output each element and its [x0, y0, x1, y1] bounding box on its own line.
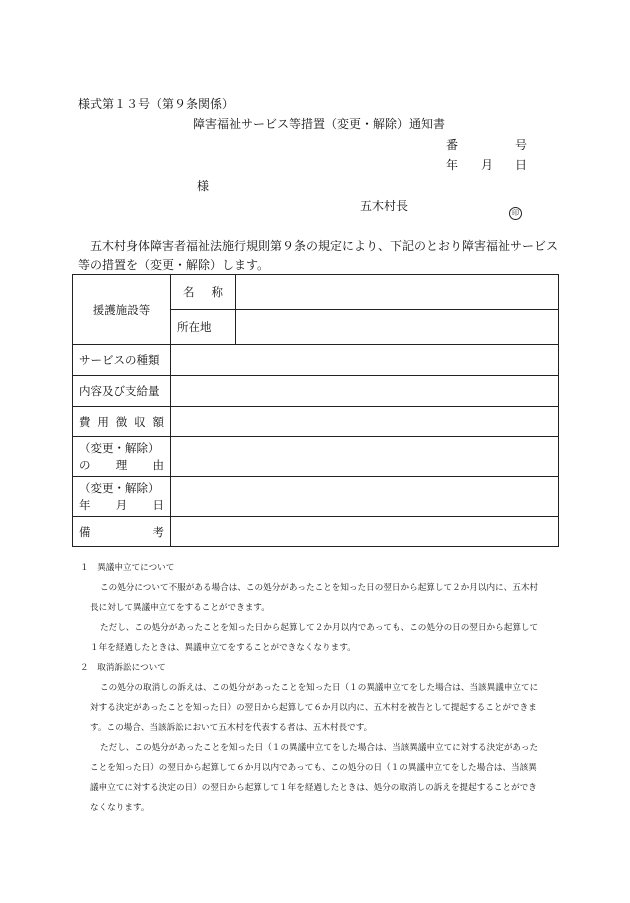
cost-label-char: 費	[79, 414, 91, 429]
date-label-char: 日	[152, 497, 164, 512]
date-value-cell	[171, 477, 559, 517]
location-label-cell	[171, 310, 236, 345]
date-label-char: 月	[115, 497, 128, 512]
note2-title: ２ 取消訴訟について	[80, 663, 166, 673]
name-label-char: 名	[183, 285, 195, 299]
issuer-name: 五木村長	[360, 199, 409, 213]
location-value-cell	[236, 310, 559, 345]
name-label-char: 称	[211, 285, 223, 299]
cost-label-char: 収	[134, 414, 146, 429]
name-value-cell	[236, 275, 559, 310]
note1-text: １年を経過したときは、異議申立てをすることができなくなります。	[90, 643, 356, 653]
content-value-cell	[171, 376, 559, 407]
service-type-label: サービスの種類	[79, 353, 160, 367]
date-label-char: 年	[79, 497, 91, 512]
remarks-value-cell	[171, 517, 559, 547]
table-row	[73, 407, 559, 437]
note2-text: ことを知った日）の翌日から起算して６か月以内であっても、この処分の日（１の異議申立てをした場合は、当該異	[90, 763, 537, 773]
date-day: 日	[515, 158, 528, 172]
date-year: 年	[446, 158, 459, 172]
date-month: 月	[481, 158, 494, 172]
form-number: 様式第１３号（第９条関係）	[78, 97, 235, 111]
intro-line-1: 五木村身体障害者福祉法施行規則第９条の規定により、下記のとおり障害福祉サービス	[90, 239, 559, 253]
cost-label-char: 用	[97, 414, 109, 429]
table-row	[73, 376, 559, 407]
date-label-line1: （変更・解除）	[79, 480, 160, 495]
table-row	[73, 517, 559, 547]
facility-header: 援護施設等	[92, 302, 151, 317]
number-gou: 号	[515, 138, 528, 152]
note1-title: １ 異議申立てについて	[80, 563, 175, 573]
remarks-label-cell	[73, 517, 171, 547]
reason-value-cell	[171, 437, 559, 477]
note1-text: ただし、この処分があったことを知った日から起算して２か月以内であっても、この処分の日の翌日から起算して	[100, 623, 539, 633]
reason-label-line1: （変更・解除）	[79, 440, 160, 455]
reason-label-char: の	[79, 457, 91, 472]
intro-line-2: 等の措置を（変更・解除）します。	[78, 258, 270, 272]
reason-label-char: 由	[152, 457, 164, 472]
content-label-cell	[73, 376, 171, 407]
content-label: 内容及び支給量	[79, 384, 160, 398]
note2-text: この処分の取消しの訴えは、この処分があったことを知った日（１の異議申立てをした場合は、当該異議申立てに	[100, 683, 539, 693]
service-type-label-cell	[73, 345, 171, 376]
location-label: 所在地	[177, 320, 212, 334]
cost-label-char: 徴	[115, 414, 128, 429]
service-type-value-cell	[171, 345, 559, 376]
table-row	[73, 345, 559, 376]
note1-text: 長に対して異議申立てをすることができます。	[90, 603, 270, 613]
note2-text: 議申立てに対する決定の日）の翌日から起算して１年を経過したときは、処分の取消しの訴えを提起することができ	[90, 783, 537, 793]
remarks-label-char: 備	[79, 524, 91, 539]
cost-label-char: 額	[152, 414, 164, 429]
remarks-label-char: 考	[152, 524, 164, 539]
note2-text: なくなります。	[90, 803, 150, 813]
date-label-cell	[73, 477, 171, 517]
number-ban: 番	[446, 138, 459, 152]
reason-label-cell	[73, 437, 171, 477]
facility-header-cell	[73, 275, 171, 345]
cost-value-cell	[171, 407, 559, 437]
note2-text: ただし、この処分があったことを知った日（１の異議申立てをした場合は、当該異議申立てに対する決定があった	[100, 743, 539, 753]
reason-label-char: 理	[115, 457, 128, 472]
note1-text: この処分について不服がある場合は、この処分があったことを知った日の翌日から起算して２か月以内に、五木村	[100, 583, 539, 593]
cost-label-cell	[73, 407, 171, 437]
document-title: 障害福祉サービス等措置（変更・解除）通知書	[193, 117, 446, 131]
seal-icon: 印	[509, 200, 522, 220]
notice-table	[72, 274, 559, 547]
addressee-suffix: 様	[197, 179, 210, 193]
table-row	[73, 275, 559, 310]
note2-text: す。この場合、当該訴訟において五木村を代表する者は、五木村長です。	[90, 723, 373, 733]
table-row	[73, 437, 559, 477]
note2-text: 対する決定があったことを知った日）の翌日から起算して６か月以内に、五木村を被告として提起することができま	[90, 703, 537, 713]
name-label-cell	[171, 275, 236, 310]
table-row	[73, 477, 559, 517]
